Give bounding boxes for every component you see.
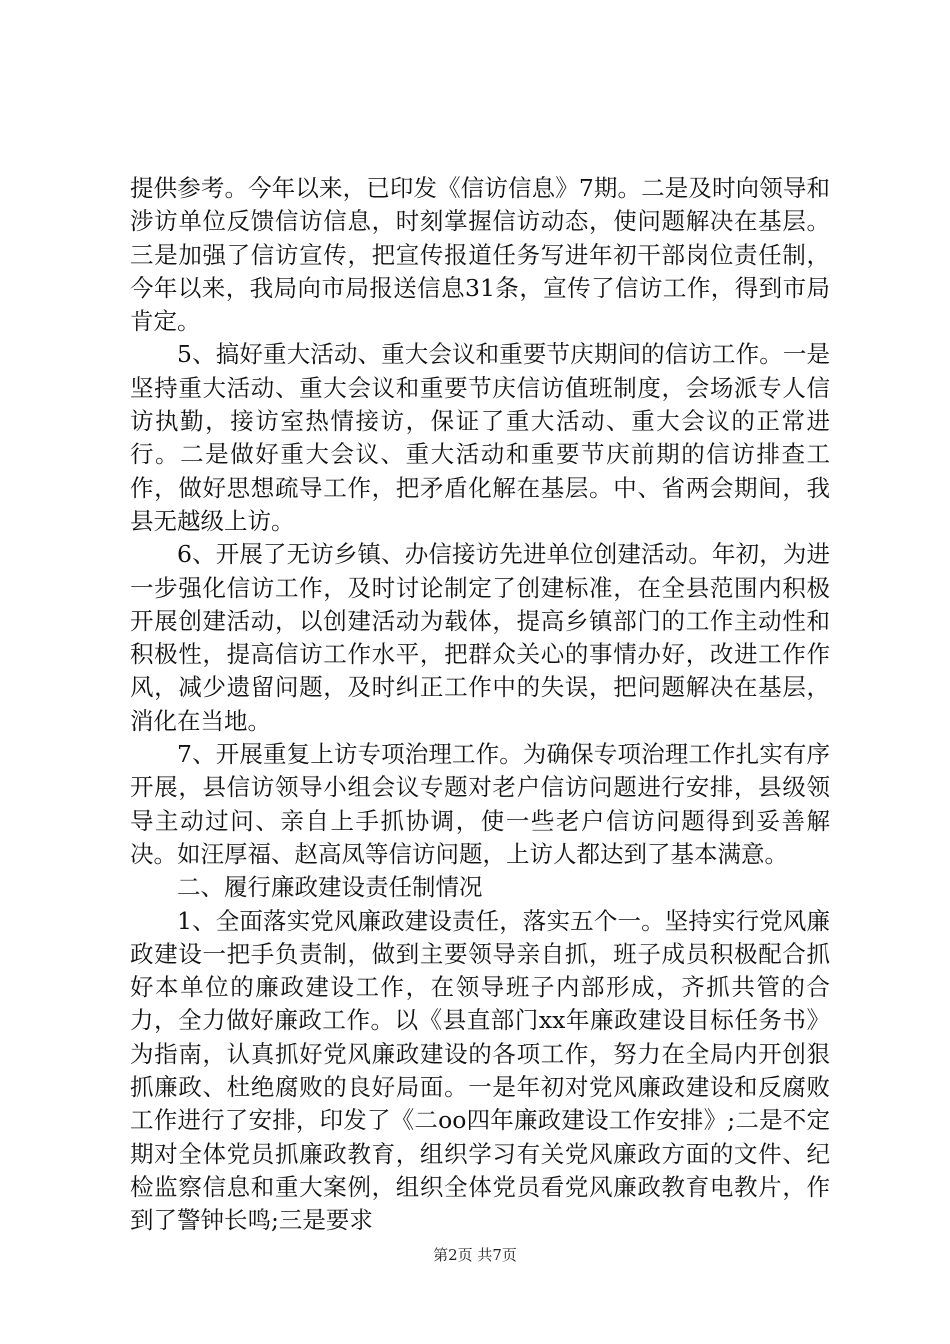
page-number: 第2页 共7页 xyxy=(433,1246,517,1264)
paragraph-item-6: 6、开展了无访乡镇、办信接访先进单位创建活动。年初，为进一步强化信访工作，及时讨论制定了创建标准，在全县范围内积极开展创建活动，以创建活动为载体，提高乡镇部门的工作主动性和积极性，提高信访工作水平，把群众关心的事情办好，改进工作作风，减少遗留问题，及时纠正工作中的失误，把问题解决在基层，消化在当地。 xyxy=(130,540,830,735)
paragraph-item-5: 5、搞好重大活动、重大会议和重要节庆期间的信访工作。一是坚持重大活动、重大会议和重要节庆信访值班制度，会场派专人信访执勤，接访室热情接访，保证了重大活动、重大会议的正常进行。二是做好重大会议、重大活动和重要节庆前期的信访排查工作，做好思想疏导工作，把矛盾化解在基层。中、省两会期间，我县无越级上访。 xyxy=(130,340,830,535)
paragraph-item-7: 7、开展重复上访专项治理工作。为确保专项治理工作扎实有序开展，县信访领导小组会议专题对老户信访问题进行安排，县级领导主动过问、亲自上手抓协调，使一些老户信访问题得到妥善解决。如汪厚福、赵高凤等信访问题，上访人都达到了基本满意。 xyxy=(130,740,830,868)
paragraph-continuation: 提供参考。今年以来，已印发《信访信息》7期。二是及时向领导和涉访单位反馈信访信息，时刻掌握信访动态，使问题解决在基层。三是加强了信访宣传，把宣传报道任务写进年初干部岗位责任制，今年以来，我局向市局报送信息31条，宣传了信访工作，得到市局肯定。 xyxy=(130,174,830,336)
paragraph-item-1: 1、全面落实党风廉政建设责任，落实五个一。坚持实行党风廉政建设一把手负责制，做到主要领导亲自抓，班子成员积极配合抓好本单位的廉政建设工作，在领导班子内部形成，齐抓共管的合力，全力做好廉政工作。以《县直部门xx年廉政建设目标任务书》为指南，认真抓好党风廉政建设的各项工作，努力在全局内开创狠抓廉政、杜绝腐败的良好局面。一是年初对党风廉政建设和反腐败工作进行了安排，印发了《二oo四年廉政建设工作安排》;二是不定期对全体党员抓廉政教育，组织学习有关党风廉政方面的文件、纪检监察信息和重大案例，组织全体党员看党风廉政教育电教片，作到了警钟长鸣;三是要求 xyxy=(130,906,830,1235)
section-heading: 二、履行廉政建设责任制情况 xyxy=(177,873,483,902)
document-body xyxy=(130,172,830,1238)
